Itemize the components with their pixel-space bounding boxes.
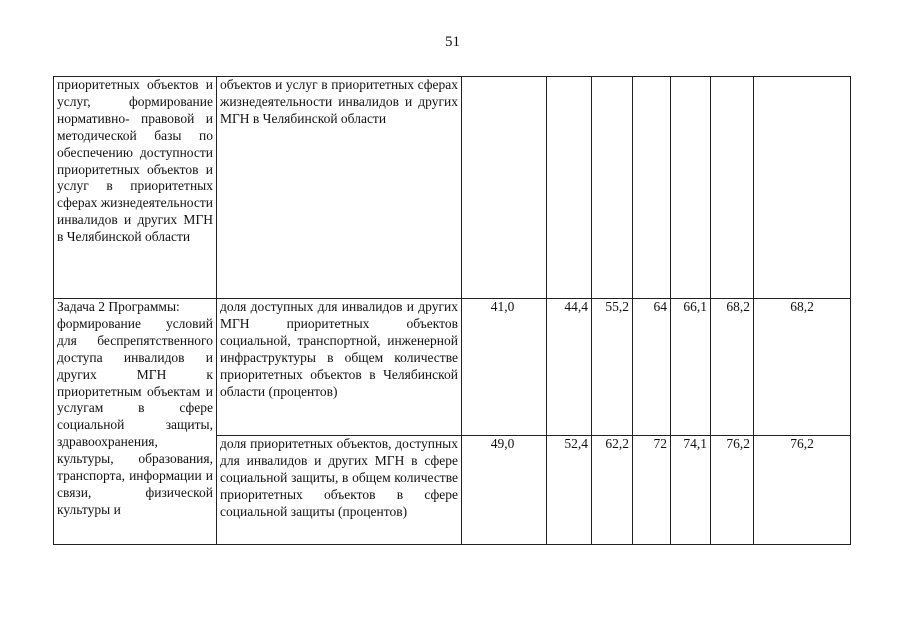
value-cell	[711, 77, 754, 299]
task-description-cell	[54, 299, 217, 545]
page-number: 51	[445, 34, 460, 50]
program-table	[53, 76, 851, 545]
indicator-cell: доля доступных для инвалидов и других МГН приоритетных объектов социальной, транспортной, инженерной инфраструктуры в общем количестве приоритетных объектов в Челябинской области (процентов)	[217, 299, 462, 436]
value-cell: 44,4	[547, 299, 592, 436]
indicator-cell: объектов и услуг в приоритетных сферах жизнедеятельности инвалидов и других МГН в Челябинской области	[217, 77, 462, 299]
value-cell: 68,2	[754, 299, 851, 436]
value-cell: 66,1	[671, 299, 711, 436]
value-cell: 76,2	[711, 436, 754, 545]
value-cell	[547, 77, 592, 299]
table-row	[54, 77, 851, 299]
value-cell	[462, 77, 547, 299]
task-title: Задача 2 Программы:	[57, 299, 180, 314]
value-cell: 41,0	[462, 299, 547, 436]
value-cell	[671, 77, 711, 299]
value-cell: 55,2	[592, 299, 633, 436]
value-cell	[754, 77, 851, 299]
task-description-cell: приоритетных объектов и услуг, формирование нормативно- правовой и методической базы по обеспечению доступности приоритетных объектов и услуг в приоритетных сферах жизнедеятельности инвалидов и других МГН в Челябинской области	[54, 77, 217, 299]
value-cell: 74,1	[671, 436, 711, 545]
value-cell: 62,2	[592, 436, 633, 545]
task-text: формирование условий для беспрепятственного доступа инвалидов и других МГН к приоритетным объектам и услугам в сфере социальной защиты, здравоохранения, культуры, образования, транспорта, информации и связи, физической культуры и	[57, 315, 213, 517]
table-row	[54, 299, 851, 436]
value-cell: 49,0	[462, 436, 547, 545]
value-cell: 72	[633, 436, 671, 545]
indicator-cell: доля приоритетных объектов, доступных для инвалидов и других МГН в сфере социальной защиты, в общем количестве приоритетных объектов в сфере социальной защиты (процентов)	[217, 436, 462, 545]
value-cell: 64	[633, 299, 671, 436]
value-cell: 68,2	[711, 299, 754, 436]
value-cell: 52,4	[547, 436, 592, 545]
value-cell: 76,2	[754, 436, 851, 545]
value-cell	[633, 77, 671, 299]
value-cell	[592, 77, 633, 299]
